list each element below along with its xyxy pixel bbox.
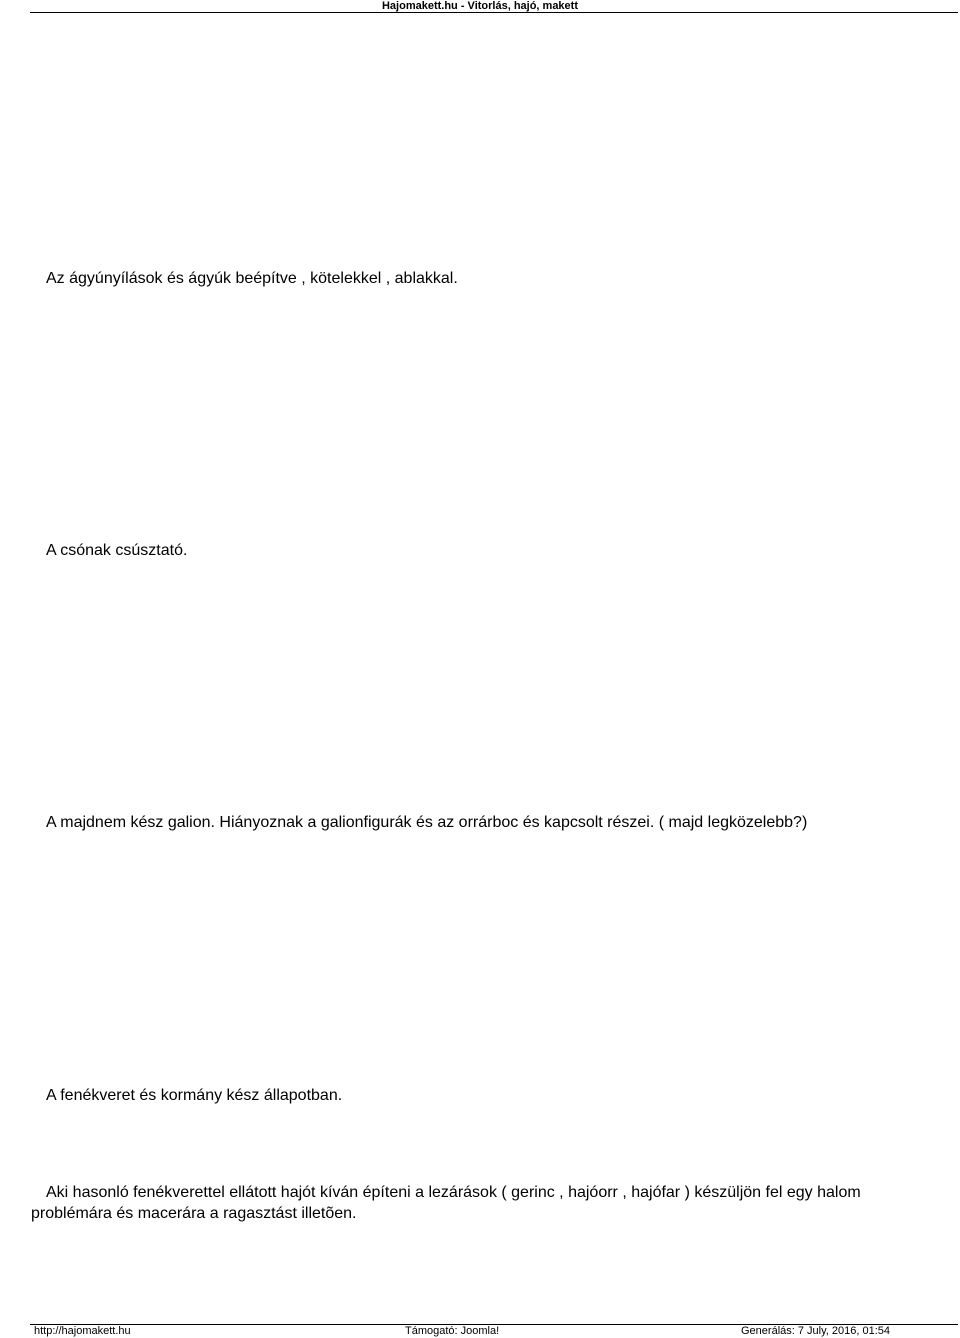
paragraph-boat-slide: A csónak csúsztató. [46, 542, 188, 559]
footer-support: Támogató: Joomla! [405, 1325, 500, 1337]
footer-url[interactable]: http://hajomakett.hu [34, 1325, 131, 1337]
paragraph-advice: Aki hasonló fenékverettel ellátott hajót kíván építeni a lezárások ( gerinc , hajóorr , hajófar ) készüljön fel egy halom problémára és macerára a ragasztást illetõen. [31, 1184, 861, 1222]
paragraph-keel-rudder: A fenékveret és kormány kész állapotban. [46, 1087, 343, 1104]
header-divider [30, 12, 958, 13]
page-header-title: Hajomakett.hu - Vitorlás, hajó, makett [381, 0, 578, 12]
paragraph-galleon: A majdnem kész galion. Hiányoznak a galionfigurák és az orrárboc és kapcsolt részei. ( majd legközelebb?) [46, 814, 808, 831]
footer-generated: Generálás: 7 July, 2016, 01:54 [741, 1325, 891, 1337]
paragraph-cannons: Az ágyúnyílások és ágyúk beépítve , kötelekkel , ablakkal. [46, 270, 458, 287]
